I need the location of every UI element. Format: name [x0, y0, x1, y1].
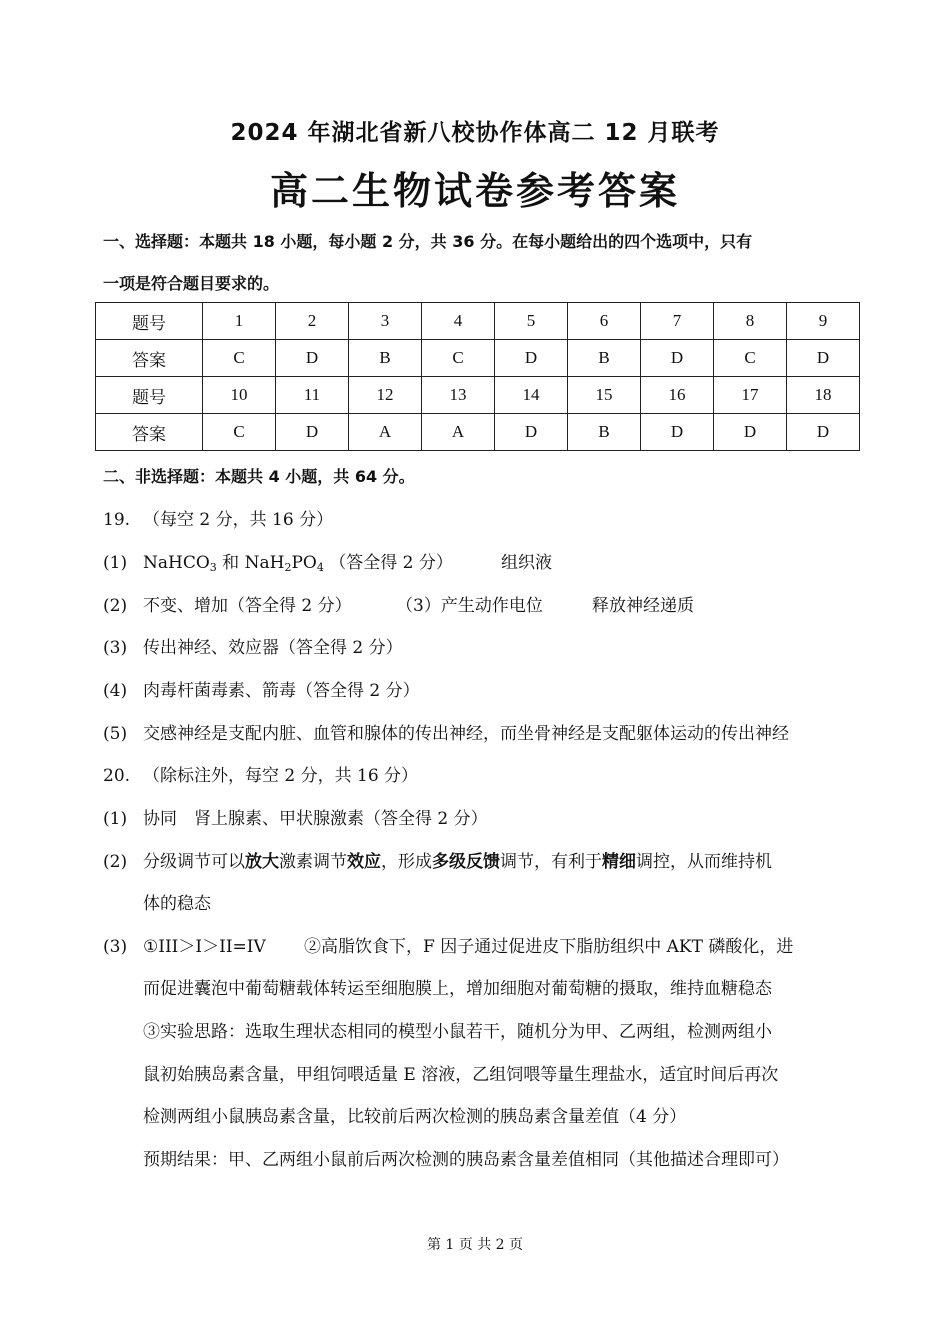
question-cell: 8 [714, 303, 787, 340]
answer-cell: C [203, 340, 276, 377]
answer-cell: C [714, 340, 787, 377]
keyword: 多级反馈 [432, 852, 500, 872]
paper-title: 高二生物试卷参考答案 [269, 169, 680, 213]
q20-part3 [103, 932, 266, 957]
formula-text: PO [291, 553, 317, 573]
answer-table [95, 302, 860, 451]
q19-part2-answer2: （3）产生动作电位 [396, 596, 543, 616]
question-cell: 13 [422, 377, 495, 414]
question-cell: 2 [276, 303, 349, 340]
table-row [96, 340, 860, 377]
table-row [96, 377, 860, 414]
answer-text: 交感神经是支配内脏、血管和腺体的传出神经，而坐骨神经是支配躯体运动的传出神经 [143, 724, 789, 744]
question-cell: 1 [203, 303, 276, 340]
q20-part3-line5: 检测两组小鼠胰岛素含量，比较前后两次检测的胰岛素含量差值（4 分） [143, 1107, 687, 1127]
answer-cell: D [641, 414, 714, 451]
section1-instruction-line1: 一、选择题：本题共 18 小题，每小题 2 分，共 36 分。在每小题给出的四个选项中，只有 [103, 232, 753, 251]
part-number: (3) [103, 638, 128, 658]
question-cell: 3 [349, 303, 422, 340]
q20-part3-line6: 预期结果：甲、乙两组小鼠前后两次检测的胰岛素含量差值相同（其他描述合理即可） [143, 1150, 789, 1170]
part-number: (1) [103, 553, 128, 573]
keyword: 放大 [245, 852, 279, 872]
question-cell: 10 [203, 377, 276, 414]
q19-heading [103, 505, 333, 530]
q20-part3-line1b: ②高脂饮食下，F 因子通过促进皮下脂肪组织中 AKT 磷酸化，进 [304, 937, 794, 957]
answer-text: 激素调节 [279, 852, 347, 872]
q20-part2 [103, 847, 772, 872]
q19-part5 [103, 719, 789, 744]
page-footer: 第 1 页 共 2 页 [426, 1237, 524, 1253]
answer-text: 肉毒杆菌毒素、箭毒（答全得 2 分） [143, 681, 420, 701]
subscript: 4 [316, 561, 324, 574]
answer-cell: D [641, 340, 714, 377]
answer-text: 分级调节可以 [143, 852, 245, 872]
answer-cell: D [495, 340, 568, 377]
answer-note: （答全得 2 分） [323, 553, 453, 573]
answer-cell: D [787, 414, 860, 451]
question-cell: 5 [495, 303, 568, 340]
q20-heading [103, 761, 418, 786]
row-label-question: 题号 [96, 377, 203, 414]
answer-text: ①III＞I＞II=IV [143, 937, 266, 957]
q19-part1-answer2: 组织液 [501, 553, 552, 573]
question-cell: 12 [349, 377, 422, 414]
question-cell: 7 [641, 303, 714, 340]
question-cell: 16 [641, 377, 714, 414]
section1-instruction-line2: 一项是符合题目要求的。 [103, 274, 280, 293]
question-cell: 9 [787, 303, 860, 340]
q20-part3-line2: 而促进囊泡中葡萄糖载体转运至细胞膜上，增加细胞对葡萄糖的摄取，维持血糖稳态 [143, 979, 772, 999]
answer-cell: B [568, 414, 641, 451]
q20-part3-line4: 鼠初始胰岛素含量，甲组饲喂适量 E 溶液，乙组饲喂等量生理盐水，适宜时间后再次 [143, 1065, 779, 1085]
part-number: (1) [103, 809, 128, 829]
keyword: 效应 [347, 852, 381, 872]
answer-text: 调控，从而维持机 [636, 852, 772, 872]
answer-cell: D [276, 340, 349, 377]
part-number: (3) [103, 937, 128, 957]
answer-cell: D [714, 414, 787, 451]
question-cell: 14 [495, 377, 568, 414]
table-row [96, 303, 860, 340]
answer-cell: C [422, 340, 495, 377]
keyword: 精细 [602, 852, 636, 872]
q19-part1 [103, 548, 453, 574]
part-number: (2) [103, 852, 128, 872]
question-cell: 17 [714, 377, 787, 414]
row-label-answer: 答案 [96, 414, 203, 451]
row-label-answer: 答案 [96, 340, 203, 377]
answer-cell: D [787, 340, 860, 377]
q20-number: 20. [103, 766, 131, 786]
formula-text: 和 NaH [216, 553, 285, 573]
q19-part3 [103, 633, 403, 658]
q20-part3-line3: ③实验思路：选取生理状态相同的模型小鼠若干，随机分为甲、乙两组，检测两组小 [143, 1022, 772, 1042]
q19-number: 19. [103, 510, 131, 530]
answer-cell: C [203, 414, 276, 451]
q20-part2-line2: 体的稳态 [143, 894, 211, 914]
question-cell: 4 [422, 303, 495, 340]
part-number: (5) [103, 724, 128, 744]
question-cell: 18 [787, 377, 860, 414]
question-cell: 11 [276, 377, 349, 414]
question-cell: 6 [568, 303, 641, 340]
subscript: 2 [284, 561, 292, 574]
answer-cell: A [422, 414, 495, 451]
answer-cell: B [349, 340, 422, 377]
answer-cell: D [495, 414, 568, 451]
table-row [96, 414, 860, 451]
answer-cell: B [568, 340, 641, 377]
exam-title: 2024 年湖北省新八校协作体高二 12 月联考 [230, 120, 720, 146]
question-cell: 15 [568, 377, 641, 414]
formula-text: NaHCO [143, 553, 210, 573]
answer-cell: D [276, 414, 349, 451]
answer-text: 不变、增加（答全得 2 分） [143, 596, 352, 616]
answer-text: 调节，有利于 [500, 852, 602, 872]
q20-note: （除标注外，每空 2 分，共 16 分） [143, 766, 419, 786]
answer-text: 传出神经、效应器（答全得 2 分） [143, 638, 403, 658]
subscript: 3 [209, 561, 217, 574]
answer-text: 协同 肾上腺素、甲状腺激素（答全得 2 分） [143, 809, 488, 829]
q20-part1 [103, 804, 488, 829]
q19-note: （每空 2 分，共 16 分） [143, 510, 334, 530]
section2-heading: 二、非选择题：本题共 4 小题，共 64 分。 [103, 467, 415, 486]
answer-text: ，形成 [381, 852, 432, 872]
row-label-question: 题号 [96, 303, 203, 340]
q19-part4 [103, 676, 420, 701]
part-number: (4) [103, 681, 128, 701]
q19-part2 [103, 591, 352, 616]
q19-part2-answer3: 释放神经递质 [592, 596, 694, 616]
answer-cell: A [349, 414, 422, 451]
part-number: (2) [103, 596, 128, 616]
